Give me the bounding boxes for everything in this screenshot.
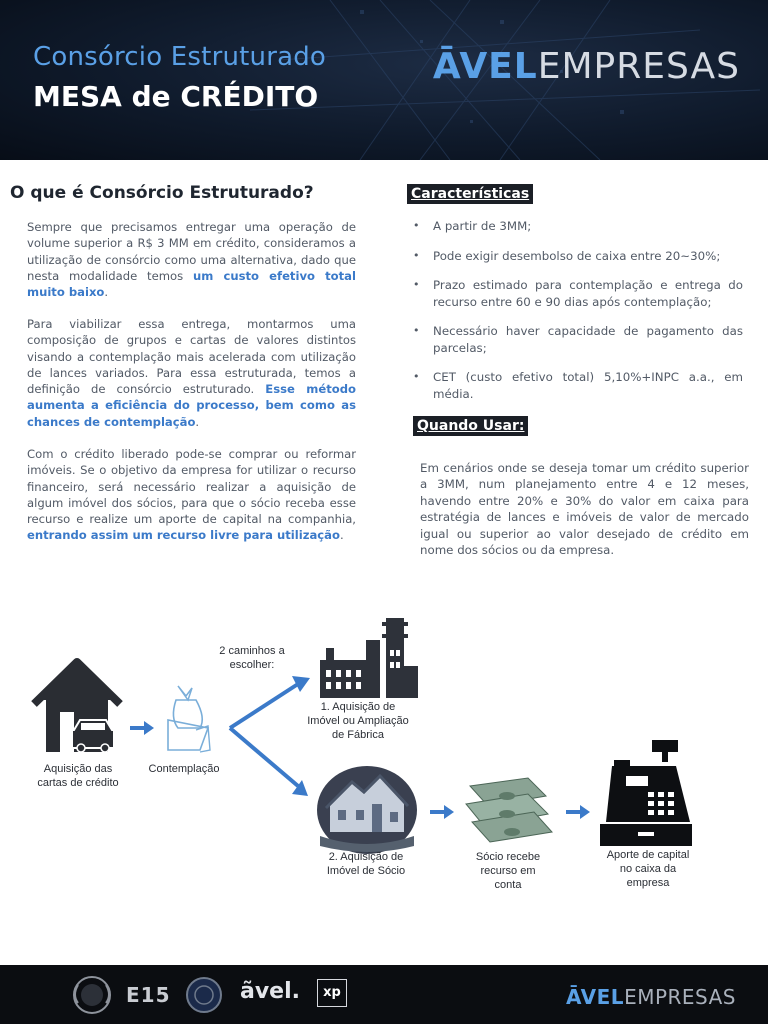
- seal-badge-icon: [184, 965, 224, 1024]
- step-contemplation-label: Contemplação: [148, 763, 220, 775]
- arrow-right-icon: [430, 805, 454, 819]
- house-icon: [317, 766, 417, 854]
- step-acquisition-label: Aquisição das cartas de crédito: [37, 763, 119, 789]
- brand-strong: ĀVEL: [432, 46, 538, 87]
- list-item: • Necessário haver capacidade de pagamento das parcelas;: [413, 323, 743, 356]
- paragraph-3: [27, 446, 356, 544]
- factory-icon: [320, 618, 418, 698]
- step-partner-receives-label: Sócio recebe recurso em conta: [475, 851, 541, 891]
- brand-light: EMPRESAS: [537, 46, 740, 87]
- xp-logo: xp: [317, 979, 347, 1007]
- step-factory-label: 1. Aquisição de Imóvel ou Ampliação de Fábrica: [307, 701, 409, 741]
- paragraph-3-end: .: [339, 528, 344, 543]
- house-car-icon: [34, 662, 120, 752]
- list-item: • Pode exigir desembolso de caixa entre 20~30%;: [413, 248, 743, 265]
- paragraph-1-highlight: um custo efetivo total muito baixo: [27, 268, 356, 300]
- cash-stack-icon: [466, 778, 552, 842]
- avel-logo: ãvel.: [240, 979, 301, 1004]
- paragraph-1-end: .: [104, 285, 109, 300]
- paragraph-2-end: .: [195, 414, 200, 429]
- paragraph-1: [27, 219, 356, 300]
- brand-logo: [433, 46, 740, 87]
- paragraph-3-highlight: entrando assim um recurso livre para utilização: [27, 528, 340, 543]
- footer-brand-strong: ĀVEL: [566, 985, 625, 1009]
- caracteristicas-tag: Características: [407, 184, 533, 204]
- cash-register-icon: [600, 740, 692, 846]
- e15-logo: E15: [126, 983, 171, 1007]
- header-banner: [0, 0, 768, 160]
- arrow-right-icon: [566, 805, 590, 819]
- paragraph-3-text: Com o crédito liberado pode-se comprar ou reformar imóveis. Se o objetivo da empresa for utilizar o recurso financeiro, será necessário realizar a aquisição de algum imóvel dos sócios, para que o sócio receba esse recurso e realize um aporte de capital na companhia,: [27, 447, 356, 527]
- paths-label: 2 caminhos a escolher:: [219, 645, 285, 671]
- arrow-right-icon: [130, 721, 154, 735]
- header-subtitle: Consórcio Estruturado: [33, 42, 327, 72]
- list-item: • A partir de 3MM;: [413, 218, 743, 235]
- footer-bar: [0, 965, 768, 1024]
- list-item: • CET (custo efetivo total) 5,10%+INPC a.a., em média.: [413, 369, 743, 402]
- step-partner-property-label: 2. Aquisição de Imóvel de Sócio: [326, 851, 406, 877]
- list-item: • Prazo estimado para contemplação e entrega do recurso entre 60 e 90 dias após contemplação;: [413, 277, 743, 310]
- section-heading-what-is: O que é Consórcio Estruturado?: [10, 183, 314, 203]
- caracteristicas-list: [413, 218, 743, 402]
- quando-usar-text: Em cenários onde se deseja tomar um crédito superior a 3MM, num planejamento entre 4 e 12 meses, havendo entre 20% e 30% do valor em caixa para estratégia de lances e imóveis de valor de mercado igual ou superior ao valor desejado de crédito em nome dos sócios ou da empresa.: [420, 461, 749, 558]
- footer-brand-light: EMPRESAS: [624, 985, 736, 1009]
- paragraph-2-highlight: Esse método aumenta a eficiência do processo, bem como as chances de contemplação: [27, 382, 356, 429]
- step-capital-label: Aporte de capital no caixa da empresa: [606, 849, 690, 889]
- header-title: MESA de CRÉDITO: [33, 80, 319, 113]
- footer-brand-logo: [566, 985, 736, 1009]
- paragraph-2: [27, 316, 356, 430]
- money-bag-hand-icon: [168, 686, 210, 752]
- paragraph-1-text: Sempre que precisamos entregar uma operação de volume superior a R$ 3 MM em crédito, consideramos a utilização de consórcio como uma alternativa, dado que nesta modalidade temos: [27, 220, 356, 283]
- paragraph-2-text: Para viabilizar essa entrega, montarmos uma composição de grupos e cartas de valores distintos visando a contemplação mais acelerada com utilização de lances variados. Para essa estruturada, temos a definição de consórcio estruturado.: [27, 317, 356, 397]
- arrow-right-icon: [230, 676, 310, 796]
- quando-usar-tag: Quando Usar:: [413, 416, 528, 436]
